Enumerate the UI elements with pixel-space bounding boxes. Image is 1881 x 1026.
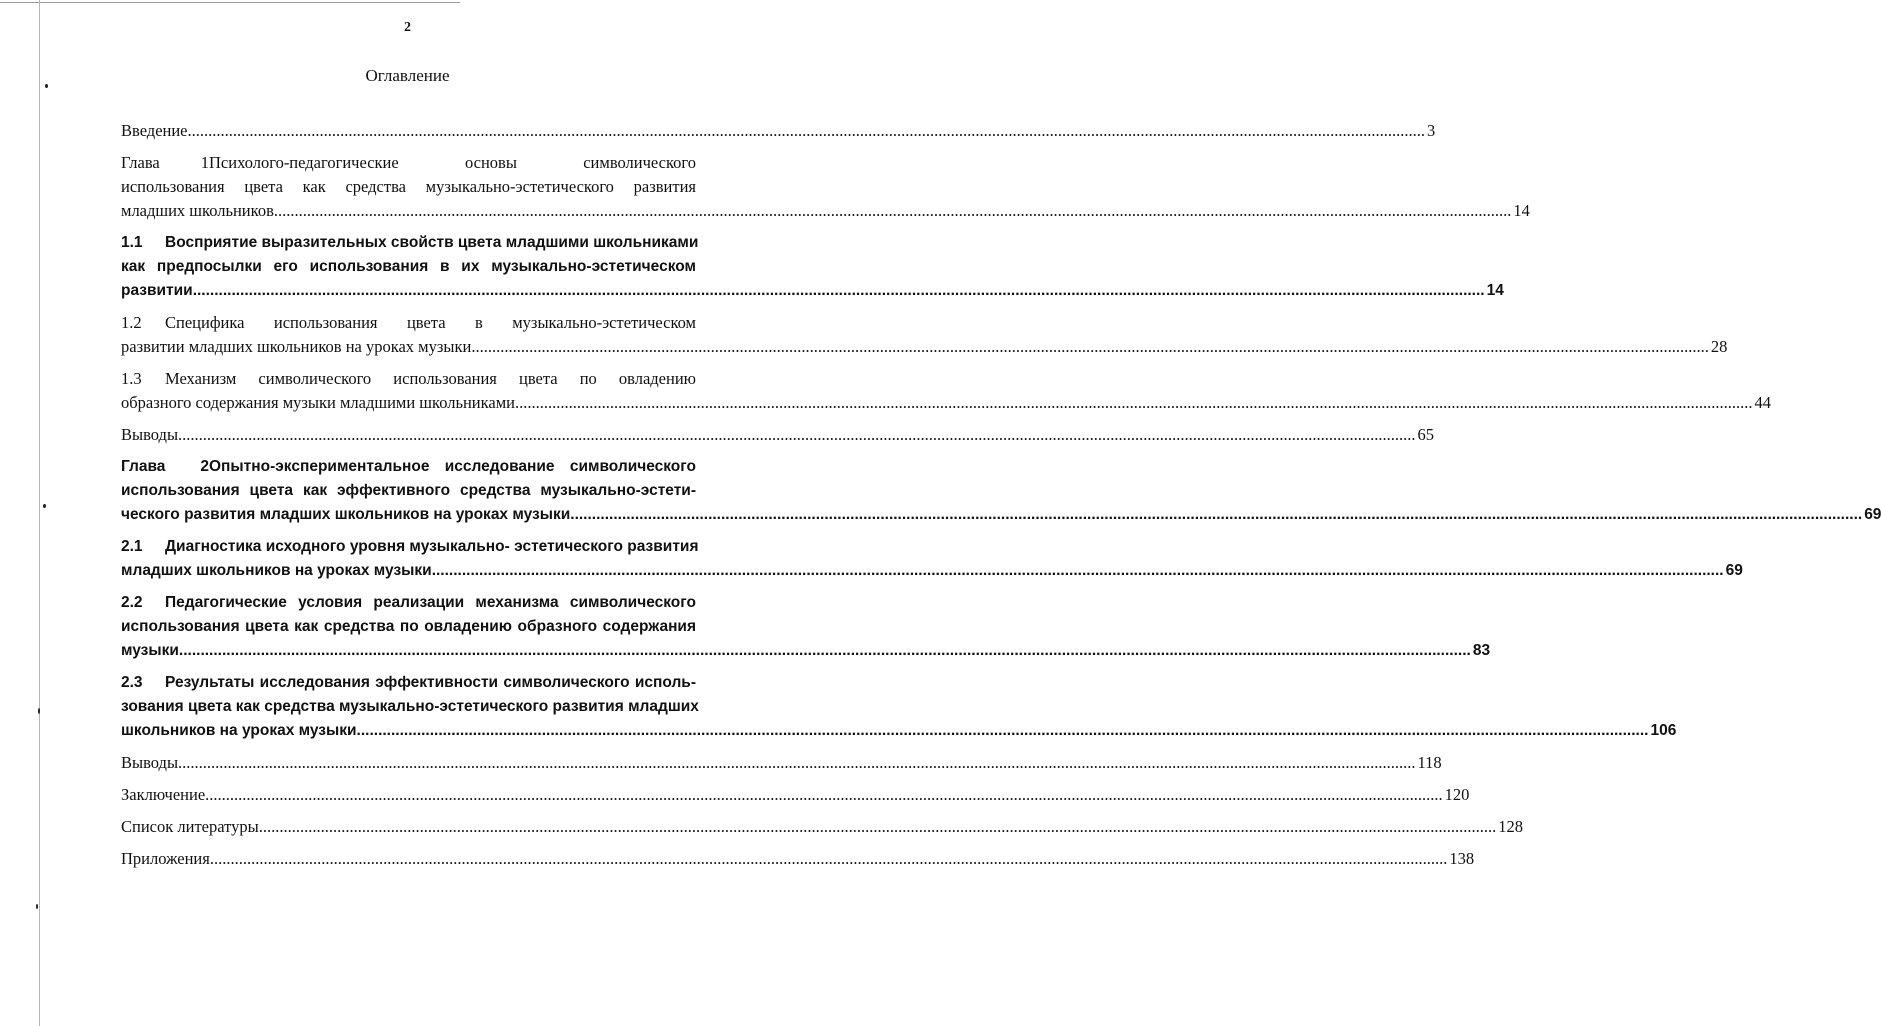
toc-entry-text: Опытно-экспериментальное исследование символического: [209, 458, 696, 475]
table-of-contents: [121, 119, 1881, 879]
toc-entry[interactable]: [121, 671, 1677, 743]
dot-leader: ............................................................................................................................................................................................................................................................................................................: [515, 393, 1753, 412]
toc-entry[interactable]: [121, 231, 1504, 303]
toc-entry[interactable]: [121, 847, 1475, 871]
toc-entry-lastline: [121, 503, 1881, 527]
toc-entry-leader: [121, 279, 1485, 303]
toc-entry-leader: [121, 391, 1753, 415]
toc-entry-leader: [121, 503, 1862, 527]
dot-leader: ............................................................................................................................................................................................................................................................................................................: [205, 785, 1443, 804]
toc-entry-leader: [121, 335, 1709, 359]
toc-entry-page: 138: [1449, 849, 1475, 868]
toc-entry[interactable]: [121, 423, 1435, 447]
toc-entry-leader: [121, 719, 1648, 743]
toc-entry-number: Глава 1: [121, 153, 209, 172]
dot-leader: ............................................................................................................................................................................................................................................................................................................: [258, 817, 1497, 836]
toc-entry-text: ческого развития младших школьников на уроках музыки: [121, 506, 571, 523]
dot-leader: ............................................................................................................................................................................................................................................................................................................: [178, 642, 1471, 659]
scan-edge-left: [39, 0, 40, 1026]
dot-leader: ............................................................................................................................................................................................................................................................................................................: [570, 506, 1863, 523]
toc-entry-text: Заключение: [121, 785, 206, 804]
toc-entry-text: Выводы: [121, 425, 179, 444]
dot-leader: ............................................................................................................................................................................................................................................................................................................: [209, 849, 1448, 868]
toc-entry-text: зования цвета как средства музыкально-эстетического развития младших: [121, 698, 699, 715]
toc-entry-lastline: [121, 751, 1442, 775]
toc-entry[interactable]: [121, 815, 1523, 839]
toc-entry-line: [121, 255, 696, 279]
toc-entry-text: Психолого-педагогические основы символического: [209, 153, 696, 172]
toc-entry-number: 2.3: [121, 674, 143, 691]
toc-entry-leader: [121, 639, 1471, 663]
toc-entry-text: использования цвета как средства музыкально-эстетического развития: [121, 177, 696, 196]
toc-entry-lastline: [121, 279, 1504, 303]
toc-entry-page: 65: [1417, 425, 1435, 444]
toc-entry-page: 3: [1427, 121, 1436, 140]
toc-entry-lastline: [121, 639, 1491, 663]
toc-entry[interactable]: [121, 783, 1470, 807]
dot-leader: ............................................................................................................................................................................................................................................................................................................: [356, 722, 1649, 739]
toc-entry-lastline: [121, 119, 1436, 143]
toc-entry-text: Восприятие выразительных свойств цвета младшими школьниками: [165, 234, 699, 251]
toc-entry-page: 69: [1864, 506, 1881, 523]
toc-entry-leader: [121, 751, 1416, 775]
toc-entry-leader: [121, 815, 1496, 839]
toc-entry-line: [121, 175, 696, 199]
toc-entry-page: 14: [1486, 282, 1504, 299]
toc-entry-lastline: [121, 391, 1772, 415]
toc-entry[interactable]: [121, 751, 1442, 775]
dot-leader: ............................................................................................................................................................................................................................................................................................................: [178, 753, 1416, 772]
toc-entry-text: использования цвета как эффективного средства музыкально-эстети-: [121, 482, 696, 499]
scan-speck: [38, 708, 40, 714]
toc-entry-text: младших школьников на уроках музыки: [121, 562, 432, 579]
dot-leader: ............................................................................................................................................................................................................................................................................................................: [273, 201, 1512, 220]
toc-entry-page: 83: [1472, 642, 1491, 659]
toc-entry-text: младших школьников: [121, 201, 274, 220]
toc-entry-text: Механизм символического использования цвета по овладению: [165, 369, 696, 388]
toc-entry-line: [121, 151, 696, 175]
toc-entry-lastline: [121, 719, 1677, 743]
toc-entry-page: 44: [1754, 393, 1772, 412]
toc-entry-number: 1.3: [121, 369, 142, 388]
toc-entry-page: 118: [1417, 753, 1442, 772]
toc-entry-text: как предпосылки его использования в их музыкально-эстетическом: [121, 258, 696, 275]
toc-entry[interactable]: [121, 535, 1743, 583]
toc-entry-leader: [121, 847, 1447, 871]
toc-entry-text: Диагностика исходного уровня музыкально- эстетического развития: [165, 538, 699, 555]
toc-entry[interactable]: [121, 119, 1436, 143]
toc-entry-number: Глава 2: [121, 458, 209, 475]
toc-entry-leader: [121, 783, 1443, 807]
toc-entry-leader: [121, 119, 1425, 143]
toc-entry-page: 69: [1725, 562, 1743, 579]
toc-entry-lastline: [121, 335, 1728, 359]
toc-entry-page: 14: [1513, 201, 1530, 220]
toc-entry-leader: [121, 423, 1416, 447]
toc-entry-number: 2.1: [121, 538, 143, 555]
toc-entry-line: [121, 231, 699, 255]
toc-entry-leader: [121, 199, 1511, 223]
dot-leader: ............................................................................................................................................................................................................................................................................................................: [471, 337, 1709, 356]
toc-entry[interactable]: [121, 367, 1772, 415]
toc-entry-line: [121, 535, 699, 559]
toc-entry-text: Приложения: [121, 849, 210, 868]
toc-entry-line: [121, 671, 696, 695]
toc-entry-page: 120: [1444, 785, 1470, 804]
page-title: Оглавление: [365, 66, 450, 85]
dot-leader: ............................................................................................................................................................................................................................................................................................................: [187, 121, 1426, 140]
toc-entry-lastline: [121, 559, 1743, 583]
toc-entry[interactable]: [121, 311, 1728, 359]
toc-entry-text: Педагогические условия реализации механизма символического: [165, 594, 696, 611]
toc-entry-text: развитии младших школьников на уроках музыки: [121, 337, 472, 356]
toc-entry-page: 28: [1710, 337, 1728, 356]
toc-entry-text: Результаты исследования эффективности символического исполь-: [165, 674, 696, 691]
toc-entry-number: 1.1: [121, 234, 143, 251]
toc-entry-page: 128: [1498, 817, 1523, 836]
toc-entry[interactable]: [121, 151, 1530, 223]
toc-entry-page: 106: [1650, 722, 1677, 739]
toc-entry-text: школьников на уроках музыки: [121, 722, 357, 739]
toc-entry-text: использования цвета как средства по овладению образного содержания: [121, 618, 696, 635]
toc-entry-text: Выводы: [121, 753, 179, 772]
dot-leader: ............................................................................................................................................................................................................................................................................................................: [178, 425, 1416, 444]
toc-entry-text: Введение: [121, 121, 188, 140]
toc-entry-number: 2.2: [121, 594, 143, 611]
toc-entry-text: Список литературы: [121, 817, 259, 836]
scan-speck: [43, 504, 46, 508]
toc-entry[interactable]: [121, 455, 1881, 527]
toc-entry-lastline: [121, 783, 1470, 807]
scan-edge-top: [0, 2, 460, 3]
toc-entry-lastline: [121, 847, 1475, 871]
toc-entry-text: образного содержания музыки младшими школьниками: [121, 393, 516, 412]
toc-entry-lastline: [121, 199, 1530, 223]
toc-entry-number: 1.2: [121, 313, 142, 332]
toc-entry-line: [121, 615, 696, 639]
dot-leader: ............................................................................................................................................................................................................................................................................................................: [431, 562, 1724, 579]
toc-entry-leader: [121, 559, 1724, 583]
toc-entry-lastline: [121, 815, 1523, 839]
toc-entry-text: развитии: [121, 282, 193, 299]
toc-entry-line: [121, 367, 696, 391]
toc-entry-line: [121, 591, 696, 615]
toc-entry-text: Специфика использования цвета в музыкально-эстетическом: [165, 313, 696, 332]
toc-entry[interactable]: [121, 591, 1491, 663]
page-number: 2: [404, 20, 411, 35]
toc-entry-text: музыки: [121, 642, 179, 659]
toc-entry-lastline: [121, 423, 1435, 447]
toc-entry-line: [121, 695, 699, 719]
toc-entry-line: [121, 311, 696, 335]
toc-entry-line: [121, 479, 696, 503]
dot-leader: ............................................................................................................................................................................................................................................................................................................: [192, 282, 1485, 299]
toc-entry-line: [121, 455, 696, 479]
scan-speck: [36, 904, 38, 909]
